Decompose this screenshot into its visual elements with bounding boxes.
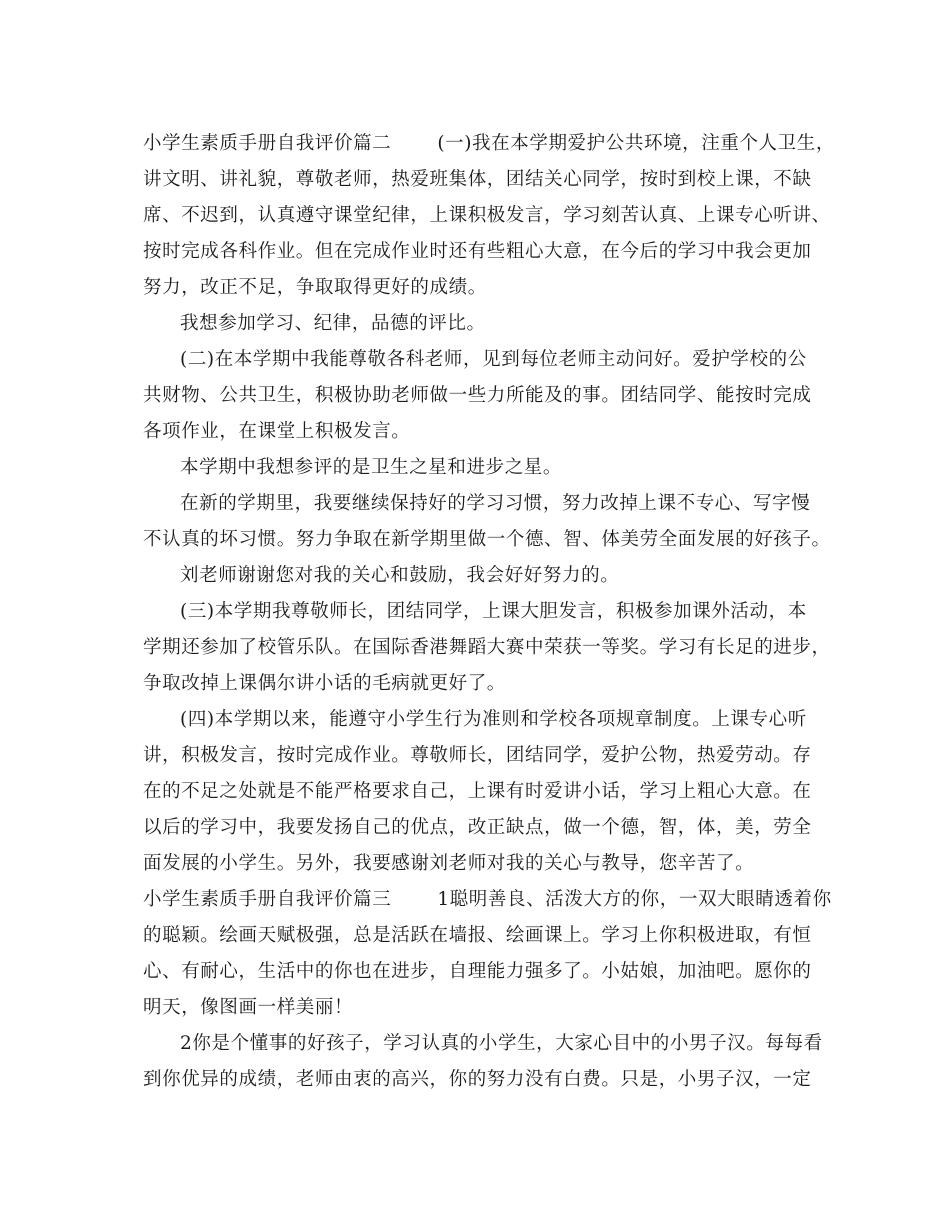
line-text: 面发展的小学生。另外，我要感谢刘老师对我的关心与教导，您辛苦了。	[143, 853, 755, 874]
text-line	[143, 486, 811, 522]
text-line	[143, 702, 811, 738]
line-text: 共财物、公共卫生，积极协助老师做一些力所能及的事。团结同学、能按时完成	[143, 385, 812, 406]
line-text: 到你优异的成绩，老师由衷的高兴，你的努力没有白费。只是，小男子汉，一定	[143, 1069, 812, 1090]
section-title: 小学生素质手册自我评价篇二	[143, 133, 392, 154]
text-line	[143, 918, 811, 954]
line-text: 不认真的坏习惯。努力争取在新学期里做一个德、智、体美劳全面发展的好孩子。	[143, 529, 831, 550]
line-text: 2你是个懂事的好孩子，学习认真的小学生，大家心目中的小男子汉。每每看	[180, 1033, 823, 1054]
text-line	[143, 306, 811, 342]
line-text: 1聪明善良、活泼大方的你，一双大眼睛透着你	[437, 889, 832, 910]
text-line	[143, 738, 811, 774]
line-text: 按时完成各科作业。但在完成作业时还有些粗心大意，在今后的学习中我会更加	[143, 241, 812, 262]
line-text: (一)我在本学期爱护公共环境，注重个人卫生，	[437, 133, 835, 154]
text-line	[143, 378, 811, 414]
text-line	[143, 558, 811, 594]
line-text: 心、有耐心，生活中的你也在进步，自理能力强多了。小姑娘，加油吧。愿你的	[143, 961, 812, 982]
text-line	[143, 162, 811, 198]
text-line	[143, 342, 811, 378]
text-line	[143, 774, 811, 810]
text-line	[143, 666, 811, 702]
section-title: 小学生素质手册自我评价篇三	[143, 889, 392, 910]
text-line	[143, 198, 831, 234]
text-line	[143, 270, 811, 306]
text-line	[143, 234, 811, 270]
text-line	[143, 522, 831, 558]
line-text: 在新的学期里，我要继续保持好的学习习惯，努力改掉上课不专心、写字慢	[180, 493, 811, 514]
text-line	[143, 1062, 811, 1098]
line-text: (二)在本学期中我能尊敬各科老师，见到每位老师主动问好。爱护学校的公	[180, 349, 807, 370]
text-line	[143, 954, 811, 990]
line-text: 各项作业，在课堂上积极发言。	[143, 421, 411, 442]
line-text: (三)本学期我尊敬师长，团结同学，上课大胆发言，积极参加课外活动，本	[180, 601, 807, 622]
line-text: 努力，改正不足，争取取得更好的成绩。	[143, 277, 487, 298]
text-line	[143, 594, 811, 630]
text-line	[143, 990, 811, 1026]
line-text: 明天，像图画一样美丽！	[143, 997, 354, 1018]
line-text: 刘老师谢谢您对我的关心和鼓励，我会好好努力的。	[180, 565, 620, 586]
text-line	[143, 450, 811, 486]
text-line	[143, 810, 811, 846]
line-text: 讲文明、讲礼貌，尊敬老师，热爱班集体，团结关心同学，按时到校上课，不缺	[143, 169, 812, 190]
line-text: 我想参加学习、纪律，品德的评比。	[180, 313, 486, 334]
line-text: 争取改掉上课偶尔讲小话的毛病就更好了。	[143, 673, 506, 694]
text-line	[143, 1026, 823, 1062]
line-text: 席、不迟到，认真遵守课堂纪律，上课积极发言，学习刻苦认真、上课专心听讲、	[143, 205, 831, 226]
line-text: 的聪颖。绘画天赋极强，总是活跃在墙报、绘画课上。学习上你积极进取，有恒	[143, 925, 812, 946]
line-text: 讲，积极发言，按时完成作业。尊敬师长，团结同学，爱护公物，热爱劳动。存	[143, 745, 812, 766]
document-body	[143, 126, 835, 1098]
text-line	[143, 630, 831, 666]
line-text: 以后的学习中，我要发扬自己的优点，改正缺点，做一个德，智，体，美，劳全	[143, 817, 812, 838]
text-line	[143, 846, 811, 882]
line-text: (四)本学期以来，能遵守小学生行为准则和学校各项规章制度。上课专心听	[180, 709, 807, 730]
text-line	[143, 414, 811, 450]
section-heading-line	[143, 126, 835, 162]
line-text: 学期还参加了校管乐队。在国际香港舞蹈大赛中荣获一等奖。学习有长足的进步，	[143, 637, 831, 658]
line-text: 本学期中我想参评的是卫生之星和进步之星。	[180, 457, 563, 478]
section-heading-line	[143, 882, 832, 918]
line-text: 在的不足之处就是不能严格要求自己，上课有时爱讲小话，学习上粗心大意。在	[143, 781, 812, 802]
